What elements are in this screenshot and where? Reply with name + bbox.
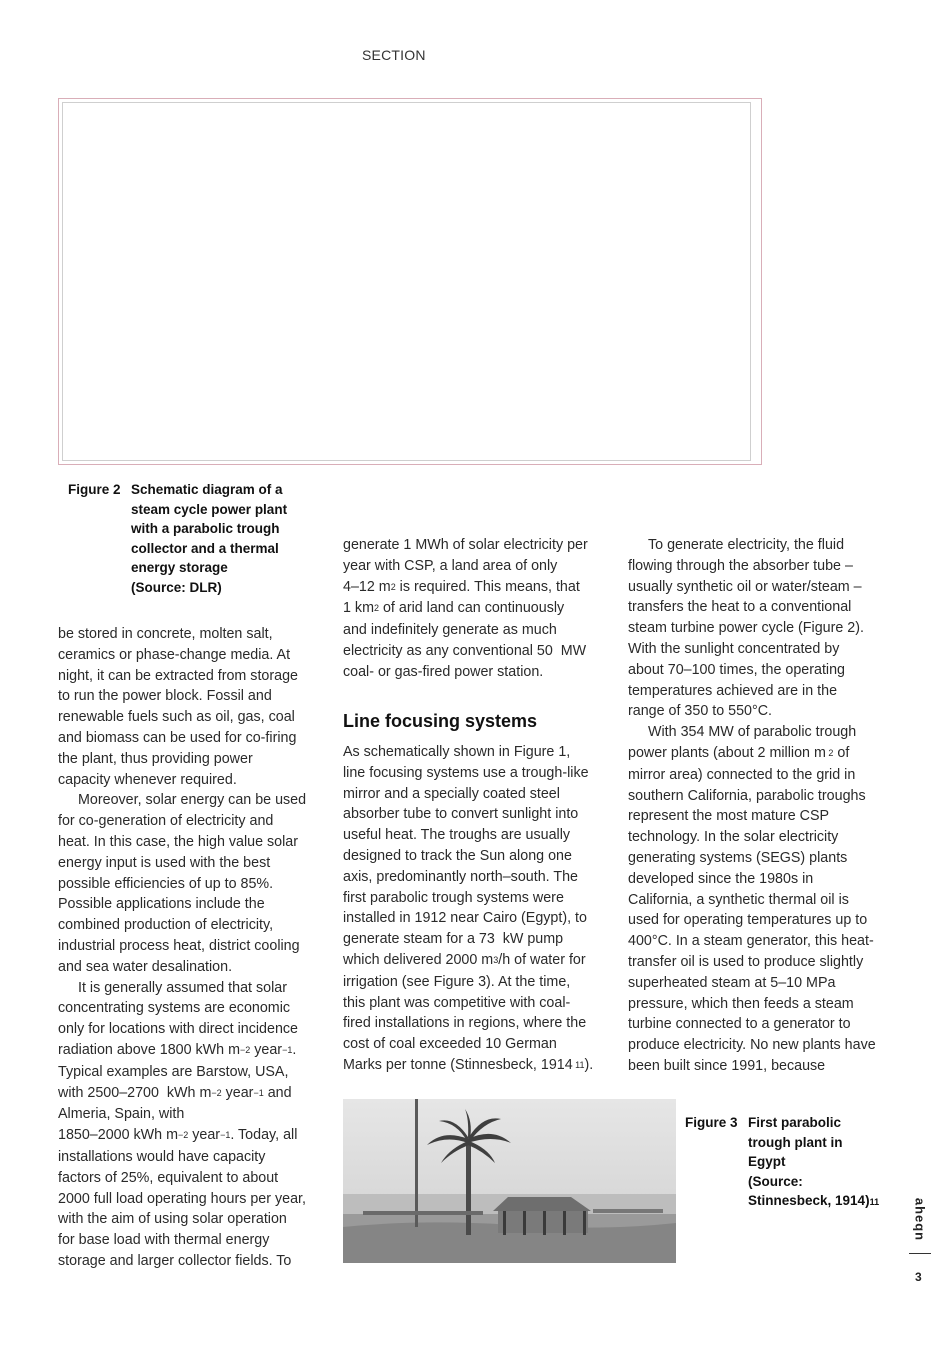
text-line: superheated steam at 5–10 MPa <box>628 974 836 991</box>
text-line <box>628 743 890 765</box>
text-line: be stored in concrete, molten salt, <box>58 626 273 642</box>
text-span: power plants (about 2 million m <box>628 744 826 761</box>
text-line: with the aim of using solar operation <box>58 1211 287 1228</box>
text-line: technology. In the solar electricity <box>628 829 839 846</box>
text-line: absorber tube to convert sunlight into <box>343 806 579 823</box>
text-line: renewable fuels such as oil, gas, coal <box>58 709 295 726</box>
superscript: 2 <box>373 603 379 614</box>
text-span: with 2500–2700 kWh m <box>58 1084 212 1101</box>
superscript: −2 <box>240 1044 251 1055</box>
text-line: factors of 25%, equivalent to about <box>58 1169 279 1186</box>
caption-line: First parabolic <box>748 1115 842 1130</box>
text-line: California, a synthetic thermal oil is <box>628 891 849 908</box>
text-line: to run the power block. Fossil and <box>58 688 272 705</box>
column-2-bottom <box>343 742 608 1077</box>
text-line <box>58 1125 323 1147</box>
collector-row <box>363 1211 483 1215</box>
text-line: line focusing systems use a trough-like <box>343 764 589 781</box>
text-span: of <box>833 744 850 761</box>
text-line: installations would have capacity <box>58 1148 266 1165</box>
section-heading: Line focusing systems <box>343 711 538 731</box>
text-line: fired installations in regions, where the <box>343 1015 587 1032</box>
text-span: year <box>250 1041 283 1058</box>
text-line: year with CSP, a land area of only <box>343 557 558 574</box>
caption-line: Schematic diagram of a <box>131 482 283 497</box>
text-span: /h of water for <box>498 951 586 968</box>
text-line: electricity as any conventional 50 MW <box>343 642 587 659</box>
caption-line: collector and a thermal <box>131 540 279 556</box>
collector-row-right <box>593 1209 663 1213</box>
text-line: represent the most mature CSP <box>628 808 830 825</box>
caption-line <box>748 1191 898 1213</box>
text-span: year <box>188 1127 221 1144</box>
text-line: southern California, parabolic troughs <box>628 787 866 804</box>
text-span: . <box>292 1041 297 1058</box>
superscript: 3 <box>493 954 499 965</box>
caption-text: Stinnesbeck, 1914) <box>748 1193 870 1208</box>
section-header: SECTION <box>362 47 426 63</box>
text-line: only for locations with direct incidence <box>58 1021 298 1038</box>
text-line: temperatures achieved are in the <box>628 682 838 699</box>
text-line: for base load with thermal energy <box>58 1232 270 1249</box>
text-line: generating systems (SEGS) plants <box>628 849 848 866</box>
text-line: developed since the 1980s in <box>628 870 814 887</box>
page-rule <box>909 1253 931 1254</box>
column-3 <box>628 535 890 1077</box>
text-line <box>343 577 608 599</box>
text-line: Almeria, Spain, with <box>58 1106 185 1123</box>
superscript: −2 <box>211 1087 222 1098</box>
superscript: 2 <box>390 581 396 592</box>
text-line: Typical examples are Barstow, USA, <box>58 1063 289 1080</box>
text-span: 1 km <box>343 600 374 617</box>
column-1 <box>58 624 323 1272</box>
text-span: Marks per tonne (Stinnesbeck, 1914 <box>343 1056 573 1073</box>
text-line: industrial process heat, district cooling <box>58 937 300 954</box>
text-line: usually synthetic oil or water/steam – <box>628 578 862 595</box>
caption-line: Egypt <box>748 1154 786 1169</box>
text-line: With 354 MW of parabolic trough <box>648 724 857 741</box>
text-span: 4–12 m <box>343 578 391 595</box>
text-line: the plant, thus providing power <box>58 750 253 767</box>
side-logo-text: aheqn <box>912 1197 928 1242</box>
text-line: turbine connected to a generator to <box>628 1016 851 1033</box>
text-line: It is generally assumed that solar <box>78 979 287 996</box>
caption-line: with a parabolic trough <box>131 521 280 536</box>
text-line: useful heat. The troughs are usually <box>343 827 571 844</box>
text-span: . Today, all <box>230 1127 298 1144</box>
text-line: used for operating temperatures up to <box>628 912 868 929</box>
text-line: 2000 full load operating hours per year, <box>58 1190 306 1207</box>
palm-trunk <box>466 1137 471 1235</box>
text-line: pressure, which then feeds a steam <box>628 995 854 1012</box>
text-line: energy input is used with the best <box>58 854 271 871</box>
text-line: To generate electricity, the fluid <box>648 537 845 553</box>
text-span: radiation above 1800 kWh m <box>58 1041 240 1058</box>
superscript: 2 <box>825 747 834 758</box>
text-span: which delivered 2000 m <box>343 951 494 968</box>
text-line: possible efficiencies of up to 85%. <box>58 875 274 892</box>
text-line: heat. In this case, the high value solar <box>58 833 299 850</box>
superscript: −1 <box>282 1044 293 1055</box>
text-line: 400°C. In a steam generator, this heat- <box>628 933 874 950</box>
text-line <box>58 1040 323 1062</box>
text-span: 1850–2000 kWh m <box>58 1127 179 1144</box>
text-line: range of 350 to 550°C. <box>628 703 773 720</box>
text-line: axis, predominantly north–south. The <box>343 868 578 885</box>
caption-line: trough plant in <box>748 1134 843 1150</box>
text-line: steam turbine power cycle (Figure 2). <box>628 620 864 637</box>
page-number: 3 <box>915 1270 922 1284</box>
text-line: As schematically shown in Figure 1, <box>343 744 571 760</box>
text-line <box>343 1055 608 1077</box>
text-line: cost of coal exceeded 10 German <box>343 1036 557 1053</box>
text-line: produce electricity. No new plants have <box>628 1037 876 1054</box>
text-line: designed to track the Sun along one <box>343 847 572 864</box>
text-line: Possible applications include the <box>58 896 265 913</box>
figure-3-caption <box>748 1113 898 1213</box>
text-span: and <box>263 1084 292 1101</box>
column-2-top <box>343 535 608 683</box>
caption-line: steam cycle power plant <box>131 501 288 517</box>
text-line: transfer oil is used to produce slightly <box>628 953 864 970</box>
text-span: year <box>221 1084 254 1101</box>
text-line: ceramics or phase-change media. At <box>58 646 291 663</box>
figure-2-label: Figure 2 <box>68 482 121 497</box>
text-line: for co-generation of electricity and <box>58 813 274 830</box>
text-line: flowing through the absorber tube – <box>628 557 853 574</box>
superscript: −1 <box>220 1130 231 1141</box>
text-line: this plant was competitive with coal- <box>343 994 571 1011</box>
text-line: installed in 1912 near Cairo (Egypt), to <box>343 910 587 927</box>
text-line: storage and larger collector fields. To <box>58 1252 292 1269</box>
text-line: and indefinitely generate as much <box>343 622 557 639</box>
text-line: capacity whenever required. <box>58 771 237 788</box>
side-logo <box>909 1190 931 1250</box>
caption-line: (Source: DLR) <box>131 579 222 595</box>
caption-line: (Source: <box>748 1173 803 1189</box>
text-line: generate steam for a 73 kW pump <box>343 931 564 948</box>
text-span: ). <box>584 1056 594 1073</box>
text-line: night, it can be extracted from storage <box>58 667 298 684</box>
text-line: and sea water desalination. <box>58 958 233 975</box>
superscript: −2 <box>178 1130 189 1141</box>
text-line: combined production of electricity, <box>58 917 274 934</box>
text-line: and biomass can be used for co-firing <box>58 729 297 746</box>
text-line: been built since 1991, because <box>628 1057 826 1074</box>
pole <box>415 1099 418 1227</box>
text-line: transfers the heat to a conventional <box>628 599 852 616</box>
text-line: With the sunlight concentrated by <box>628 640 840 657</box>
caption-reference: 11 <box>869 1197 880 1207</box>
photo-scene <box>343 1099 676 1263</box>
figure-3-photo <box>343 1099 676 1263</box>
text-line <box>343 950 608 972</box>
text-line: irrigation (see Figure 3). At the time, <box>343 973 571 990</box>
text-line <box>58 1083 323 1105</box>
figure-3-label: Figure 3 <box>685 1115 738 1130</box>
text-line: coal- or gas-fired power station. <box>343 663 544 680</box>
text-line: mirror area) connected to the grid in <box>628 766 856 783</box>
caption-line: energy storage <box>131 560 228 575</box>
text-line <box>343 598 608 620</box>
superscript: −1 <box>253 1087 264 1098</box>
text-line: concentrating systems are economic <box>58 1000 291 1017</box>
superscript: 11 <box>572 1059 585 1070</box>
text-line: about 70–100 times, the operating <box>628 661 845 678</box>
text-line: Moreover, solar energy can be used <box>78 792 307 809</box>
figure-2-placeholder <box>62 102 751 461</box>
figure-2-caption <box>131 480 331 597</box>
text-line: first parabolic trough systems were <box>343 889 564 906</box>
text-line: mirror and a specially coated steel <box>343 785 560 802</box>
text-span: of arid land can continuously <box>379 600 565 617</box>
text-line: generate 1 MWh of solar electricity per <box>343 537 588 553</box>
text-span: is required. This means, that <box>395 578 580 595</box>
